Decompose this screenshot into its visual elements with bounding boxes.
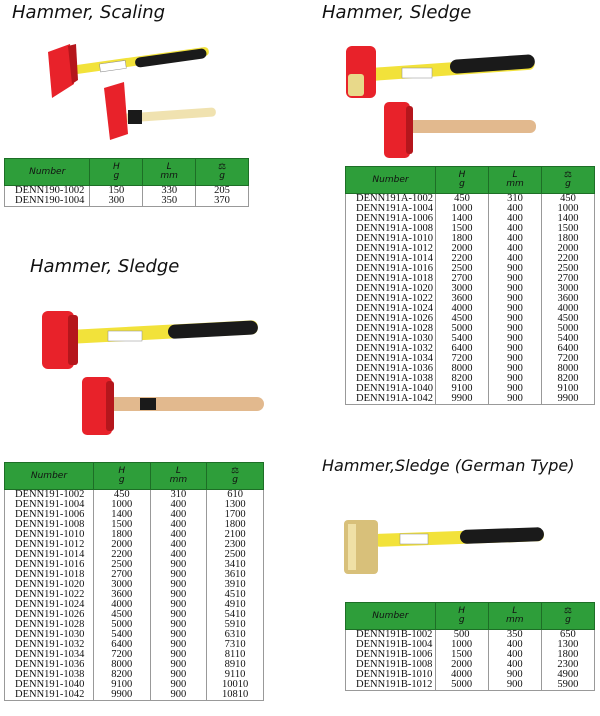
- cell-h: 5000: [93, 620, 150, 630]
- balance-scale-icon: ⚖ g: [207, 463, 264, 490]
- cell-weight: 5400: [542, 334, 595, 344]
- cell-weight: 8200: [542, 374, 595, 384]
- cell-weight: 2500: [207, 550, 264, 560]
- cell-l: 400: [488, 660, 541, 670]
- cell-weight: 2000: [542, 244, 595, 254]
- cell-l: 400: [489, 204, 542, 214]
- cell-weight: 3600: [542, 294, 595, 304]
- cell-h: 1500: [93, 520, 150, 530]
- cell-weight: 205: [196, 186, 249, 197]
- cell-l: 900: [150, 660, 207, 670]
- cell-number: DENN191A-1008: [346, 224, 436, 234]
- cell-number: DENN191A-1038: [346, 374, 436, 384]
- sledge-a-hammer-top-icon: [346, 46, 535, 98]
- cell-weight: 5910: [207, 620, 264, 630]
- title-sledge: Hammer, Sledge: [30, 256, 180, 277]
- cell-number: DENN191-1024: [5, 600, 94, 610]
- cell-number: DENN191B-1006: [346, 650, 436, 660]
- cell-number: DENN191A-1040: [346, 384, 436, 394]
- table-scaling: [4, 158, 249, 207]
- cell-weight: 9900: [542, 394, 595, 405]
- cell-h: 2700: [436, 274, 489, 284]
- cell-number: DENN191A-1026: [346, 314, 436, 324]
- cell-weight: 1800: [207, 520, 264, 530]
- col-h: H g: [90, 159, 143, 186]
- cell-number: DENN191-1018: [5, 570, 94, 580]
- cell-h: 1000: [93, 500, 150, 510]
- rows-sledge-a: [346, 194, 595, 405]
- cell-number: DENN191-1014: [5, 550, 94, 560]
- cell-number: DENN191-1006: [5, 510, 94, 520]
- cell-l: 900: [150, 680, 207, 690]
- cell-number: DENN191A-1004: [346, 204, 436, 214]
- cell-l: 330: [143, 186, 196, 197]
- cell-number: DENN191-1030: [5, 630, 94, 640]
- cell-h: 6400: [436, 344, 489, 354]
- cell-l: 900: [489, 294, 542, 304]
- cell-number: DENN191A-1030: [346, 334, 436, 344]
- cell-number: DENN191A-1042: [346, 394, 436, 405]
- cell-l: 900: [150, 640, 207, 650]
- cell-weight: 2100: [207, 530, 264, 540]
- cell-h: 8000: [93, 660, 150, 670]
- cell-l: 400: [489, 234, 542, 244]
- cell-h: 9100: [436, 384, 489, 394]
- cell-l: 900: [150, 580, 207, 590]
- cell-number: DENN191A-1020: [346, 284, 436, 294]
- cell-number: DENN191A-1028: [346, 324, 436, 334]
- cell-l: 900: [489, 324, 542, 334]
- sledge-a-hammer-photo: [340, 40, 540, 165]
- balance-scale-icon: ⚖ g: [196, 159, 249, 186]
- cell-h: 1800: [93, 530, 150, 540]
- cell-l: 310: [150, 490, 207, 501]
- cell-weight: 2500: [542, 264, 595, 274]
- cell-h: 4000: [436, 304, 489, 314]
- cell-number: DENN191B-1012: [346, 680, 436, 691]
- cell-weight: 3610: [207, 570, 264, 580]
- cell-h: 7200: [93, 650, 150, 660]
- cell-l: 400: [488, 640, 541, 650]
- cell-weight: 9100: [542, 384, 595, 394]
- cell-l: 900: [488, 670, 541, 680]
- cell-number: DENN191-1022: [5, 590, 94, 600]
- cell-h: 450: [93, 490, 150, 501]
- cell-number: DENN191A-1010: [346, 234, 436, 244]
- cell-l: 900: [489, 274, 542, 284]
- cell-l: 900: [488, 680, 541, 691]
- cell-number: DENN191-1020: [5, 580, 94, 590]
- title-scaling: Hammer, Scaling: [12, 2, 166, 23]
- cell-number: DENN190-1004: [5, 196, 90, 207]
- cell-h: 1500: [435, 650, 488, 660]
- cell-l: 900: [489, 264, 542, 274]
- cell-weight: 1300: [541, 640, 594, 650]
- cell-h: 1400: [93, 510, 150, 520]
- cell-number: DENN191-1008: [5, 520, 94, 530]
- cell-l: 400: [150, 530, 207, 540]
- cell-h: 1000: [436, 204, 489, 214]
- cell-h: 3600: [93, 590, 150, 600]
- cell-weight: 5410: [207, 610, 264, 620]
- sledge-a-hammer-bottom-icon: [384, 102, 536, 158]
- cell-l: 900: [150, 690, 207, 701]
- cell-number: DENN191-1012: [5, 540, 94, 550]
- cell-number: DENN191A-1036: [346, 364, 436, 374]
- cell-weight: 2700: [542, 274, 595, 284]
- cell-l: 900: [489, 354, 542, 364]
- cell-h: 4000: [435, 670, 488, 680]
- sledge-hammer-bottom-icon: [82, 377, 264, 435]
- rows-sledge: [5, 490, 264, 701]
- cell-number: DENN191-1032: [5, 640, 94, 650]
- cell-h: 5400: [93, 630, 150, 640]
- cell-h: 6400: [93, 640, 150, 650]
- cell-h: 2000: [435, 660, 488, 670]
- cell-l: 900: [489, 334, 542, 344]
- cell-l: 400: [150, 520, 207, 530]
- cell-h: 150: [90, 186, 143, 197]
- cell-number: DENN191-1040: [5, 680, 94, 690]
- cell-weight: 3000: [542, 284, 595, 294]
- cell-h: 2200: [436, 254, 489, 264]
- cell-h: 2000: [93, 540, 150, 550]
- cell-l: 900: [150, 590, 207, 600]
- cell-h: 4500: [93, 610, 150, 620]
- cell-h: 1000: [435, 640, 488, 650]
- cell-weight: 5900: [541, 680, 594, 691]
- cell-weight: 610: [207, 490, 264, 501]
- col-h: H g: [93, 463, 150, 490]
- col-l: L mm: [150, 463, 207, 490]
- cell-h: 2000: [436, 244, 489, 254]
- cell-number: DENN191A-1006: [346, 214, 436, 224]
- cell-weight: 7200: [542, 354, 595, 364]
- cell-l: 900: [150, 610, 207, 620]
- rows-scaling: [5, 186, 249, 207]
- cell-weight: 2200: [542, 254, 595, 264]
- cell-weight: 3910: [207, 580, 264, 590]
- cell-h: 9900: [436, 394, 489, 405]
- cell-h: 8000: [436, 364, 489, 374]
- col-h: H g: [436, 167, 489, 194]
- scaling-hammer-photo: [40, 40, 220, 144]
- col-l: L mm: [143, 159, 196, 186]
- cell-h: 5400: [436, 334, 489, 344]
- cell-number: DENN191A-1014: [346, 254, 436, 264]
- table-row: [5, 690, 264, 701]
- cell-weight: 7310: [207, 640, 264, 650]
- cell-number: DENN191B-1010: [346, 670, 436, 680]
- cell-weight: 5000: [542, 324, 595, 334]
- cell-h: 5000: [436, 324, 489, 334]
- cell-number: DENN191A-1002: [346, 194, 436, 205]
- cell-l: 400: [489, 244, 542, 254]
- cell-weight: 1700: [207, 510, 264, 520]
- cell-number: DENN191A-1022: [346, 294, 436, 304]
- title-sledge-a: Hammer, Sledge: [322, 2, 472, 23]
- cell-number: DENN191B-1008: [346, 660, 436, 670]
- cell-h: 1400: [436, 214, 489, 224]
- cell-number: DENN191A-1034: [346, 354, 436, 364]
- cell-number: DENN191-1004: [5, 500, 94, 510]
- cell-l: 900: [150, 560, 207, 570]
- table-sledge: [4, 462, 264, 701]
- cell-l: 350: [143, 196, 196, 207]
- cell-weight: 1000: [542, 204, 595, 214]
- cell-h: 1500: [436, 224, 489, 234]
- cell-h: 450: [436, 194, 489, 205]
- col-number: Number: [5, 159, 90, 186]
- cell-l: 900: [489, 344, 542, 354]
- balance-scale-icon: ⚖ g: [541, 603, 594, 630]
- table-row: [5, 196, 249, 207]
- cell-l: 400: [489, 224, 542, 234]
- cell-weight: 2300: [541, 660, 594, 670]
- cell-h: 7200: [436, 354, 489, 364]
- cell-weight: 10810: [207, 690, 264, 701]
- sledge-hammer-top-icon: [42, 311, 258, 369]
- cell-weight: 1500: [542, 224, 595, 234]
- cell-l: 900: [489, 364, 542, 374]
- cell-weight: 6310: [207, 630, 264, 640]
- cell-l: 400: [489, 214, 542, 224]
- cell-weight: 370: [196, 196, 249, 207]
- cell-h: 5000: [435, 680, 488, 691]
- cell-h: 2200: [93, 550, 150, 560]
- cell-weight: 1800: [542, 234, 595, 244]
- table-german: [345, 602, 595, 691]
- cell-number: DENN191B-1002: [346, 630, 436, 641]
- cell-h: 4000: [93, 600, 150, 610]
- cell-h: 2500: [436, 264, 489, 274]
- cell-h: 3000: [93, 580, 150, 590]
- cell-weight: 1800: [541, 650, 594, 660]
- cell-number: DENN191A-1032: [346, 344, 436, 354]
- cell-l: 900: [150, 650, 207, 660]
- balance-scale-icon: ⚖ g: [542, 167, 595, 194]
- cell-l: 900: [489, 314, 542, 324]
- cell-number: DENN190-1002: [5, 186, 90, 197]
- cell-weight: 450: [542, 194, 595, 205]
- sledge-hammer-photo: [38, 305, 268, 445]
- cell-weight: 4900: [541, 670, 594, 680]
- col-number: Number: [346, 603, 436, 630]
- cell-h: 8200: [436, 374, 489, 384]
- cell-weight: 8910: [207, 660, 264, 670]
- table-row: [346, 680, 595, 691]
- cell-l: 350: [488, 630, 541, 641]
- col-l: L mm: [489, 167, 542, 194]
- cell-number: DENN191A-1024: [346, 304, 436, 314]
- cell-h: 500: [435, 630, 488, 641]
- cell-weight: 8000: [542, 364, 595, 374]
- cell-l: 400: [150, 540, 207, 550]
- cell-h: 2700: [93, 570, 150, 580]
- cell-h: 2500: [93, 560, 150, 570]
- cell-h: 4500: [436, 314, 489, 324]
- table-sledge-a: [345, 166, 595, 405]
- cell-weight: 8110: [207, 650, 264, 660]
- cell-weight: 9110: [207, 670, 264, 680]
- cell-l: 900: [150, 600, 207, 610]
- cell-l: 400: [150, 510, 207, 520]
- cell-number: DENN191-1026: [5, 610, 94, 620]
- cell-l: 400: [150, 550, 207, 560]
- cell-weight: 4510: [207, 590, 264, 600]
- cell-l: 400: [489, 254, 542, 264]
- col-number: Number: [346, 167, 436, 194]
- cell-l: 900: [489, 284, 542, 294]
- cell-weight: 1400: [542, 214, 595, 224]
- cell-weight: 6400: [542, 344, 595, 354]
- cell-l: 900: [489, 304, 542, 314]
- cell-weight: 4910: [207, 600, 264, 610]
- cell-number: DENN191-1002: [5, 490, 94, 501]
- cell-l: 900: [150, 570, 207, 580]
- cell-l: 310: [489, 194, 542, 205]
- scaling-hammer-top-icon: [48, 44, 209, 98]
- cell-h: 300: [90, 196, 143, 207]
- cell-number: DENN191-1034: [5, 650, 94, 660]
- german-hammer-photo: [340, 512, 550, 582]
- cell-number: DENN191A-1012: [346, 244, 436, 254]
- cell-l: 900: [489, 394, 542, 405]
- german-hammer-icon: [344, 520, 544, 574]
- rows-german: [346, 630, 595, 691]
- cell-number: DENN191-1016: [5, 560, 94, 570]
- cell-l: 400: [488, 650, 541, 660]
- col-l: L mm: [488, 603, 541, 630]
- cell-number: DENN191A-1016: [346, 264, 436, 274]
- cell-weight: 4000: [542, 304, 595, 314]
- table-row: [346, 394, 595, 405]
- cell-weight: 3410: [207, 560, 264, 570]
- cell-weight: 10010: [207, 680, 264, 690]
- cell-l: 900: [150, 630, 207, 640]
- col-h: H g: [435, 603, 488, 630]
- cell-number: DENN191-1028: [5, 620, 94, 630]
- cell-number: DENN191-1042: [5, 690, 94, 701]
- cell-weight: 1300: [207, 500, 264, 510]
- title-german: Hammer,Sledge (German Type): [322, 456, 575, 475]
- cell-l: 900: [489, 374, 542, 384]
- cell-weight: 2300: [207, 540, 264, 550]
- cell-weight: 650: [541, 630, 594, 641]
- cell-h: 3600: [436, 294, 489, 304]
- cell-l: 900: [489, 384, 542, 394]
- cell-l: 900: [150, 670, 207, 680]
- cell-h: 1800: [436, 234, 489, 244]
- cell-h: 8200: [93, 670, 150, 680]
- cell-number: DENN191B-1004: [346, 640, 436, 650]
- col-number: Number: [5, 463, 94, 490]
- cell-number: DENN191-1036: [5, 660, 94, 670]
- cell-l: 400: [150, 500, 207, 510]
- cell-number: DENN191-1010: [5, 530, 94, 540]
- cell-h: 9900: [93, 690, 150, 701]
- cell-number: DENN191-1038: [5, 670, 94, 680]
- cell-l: 900: [150, 620, 207, 630]
- cell-number: DENN191A-1018: [346, 274, 436, 284]
- scaling-hammer-bottom-icon: [104, 82, 216, 140]
- cell-weight: 4500: [542, 314, 595, 324]
- cell-h: 9100: [93, 680, 150, 690]
- cell-h: 3000: [436, 284, 489, 294]
